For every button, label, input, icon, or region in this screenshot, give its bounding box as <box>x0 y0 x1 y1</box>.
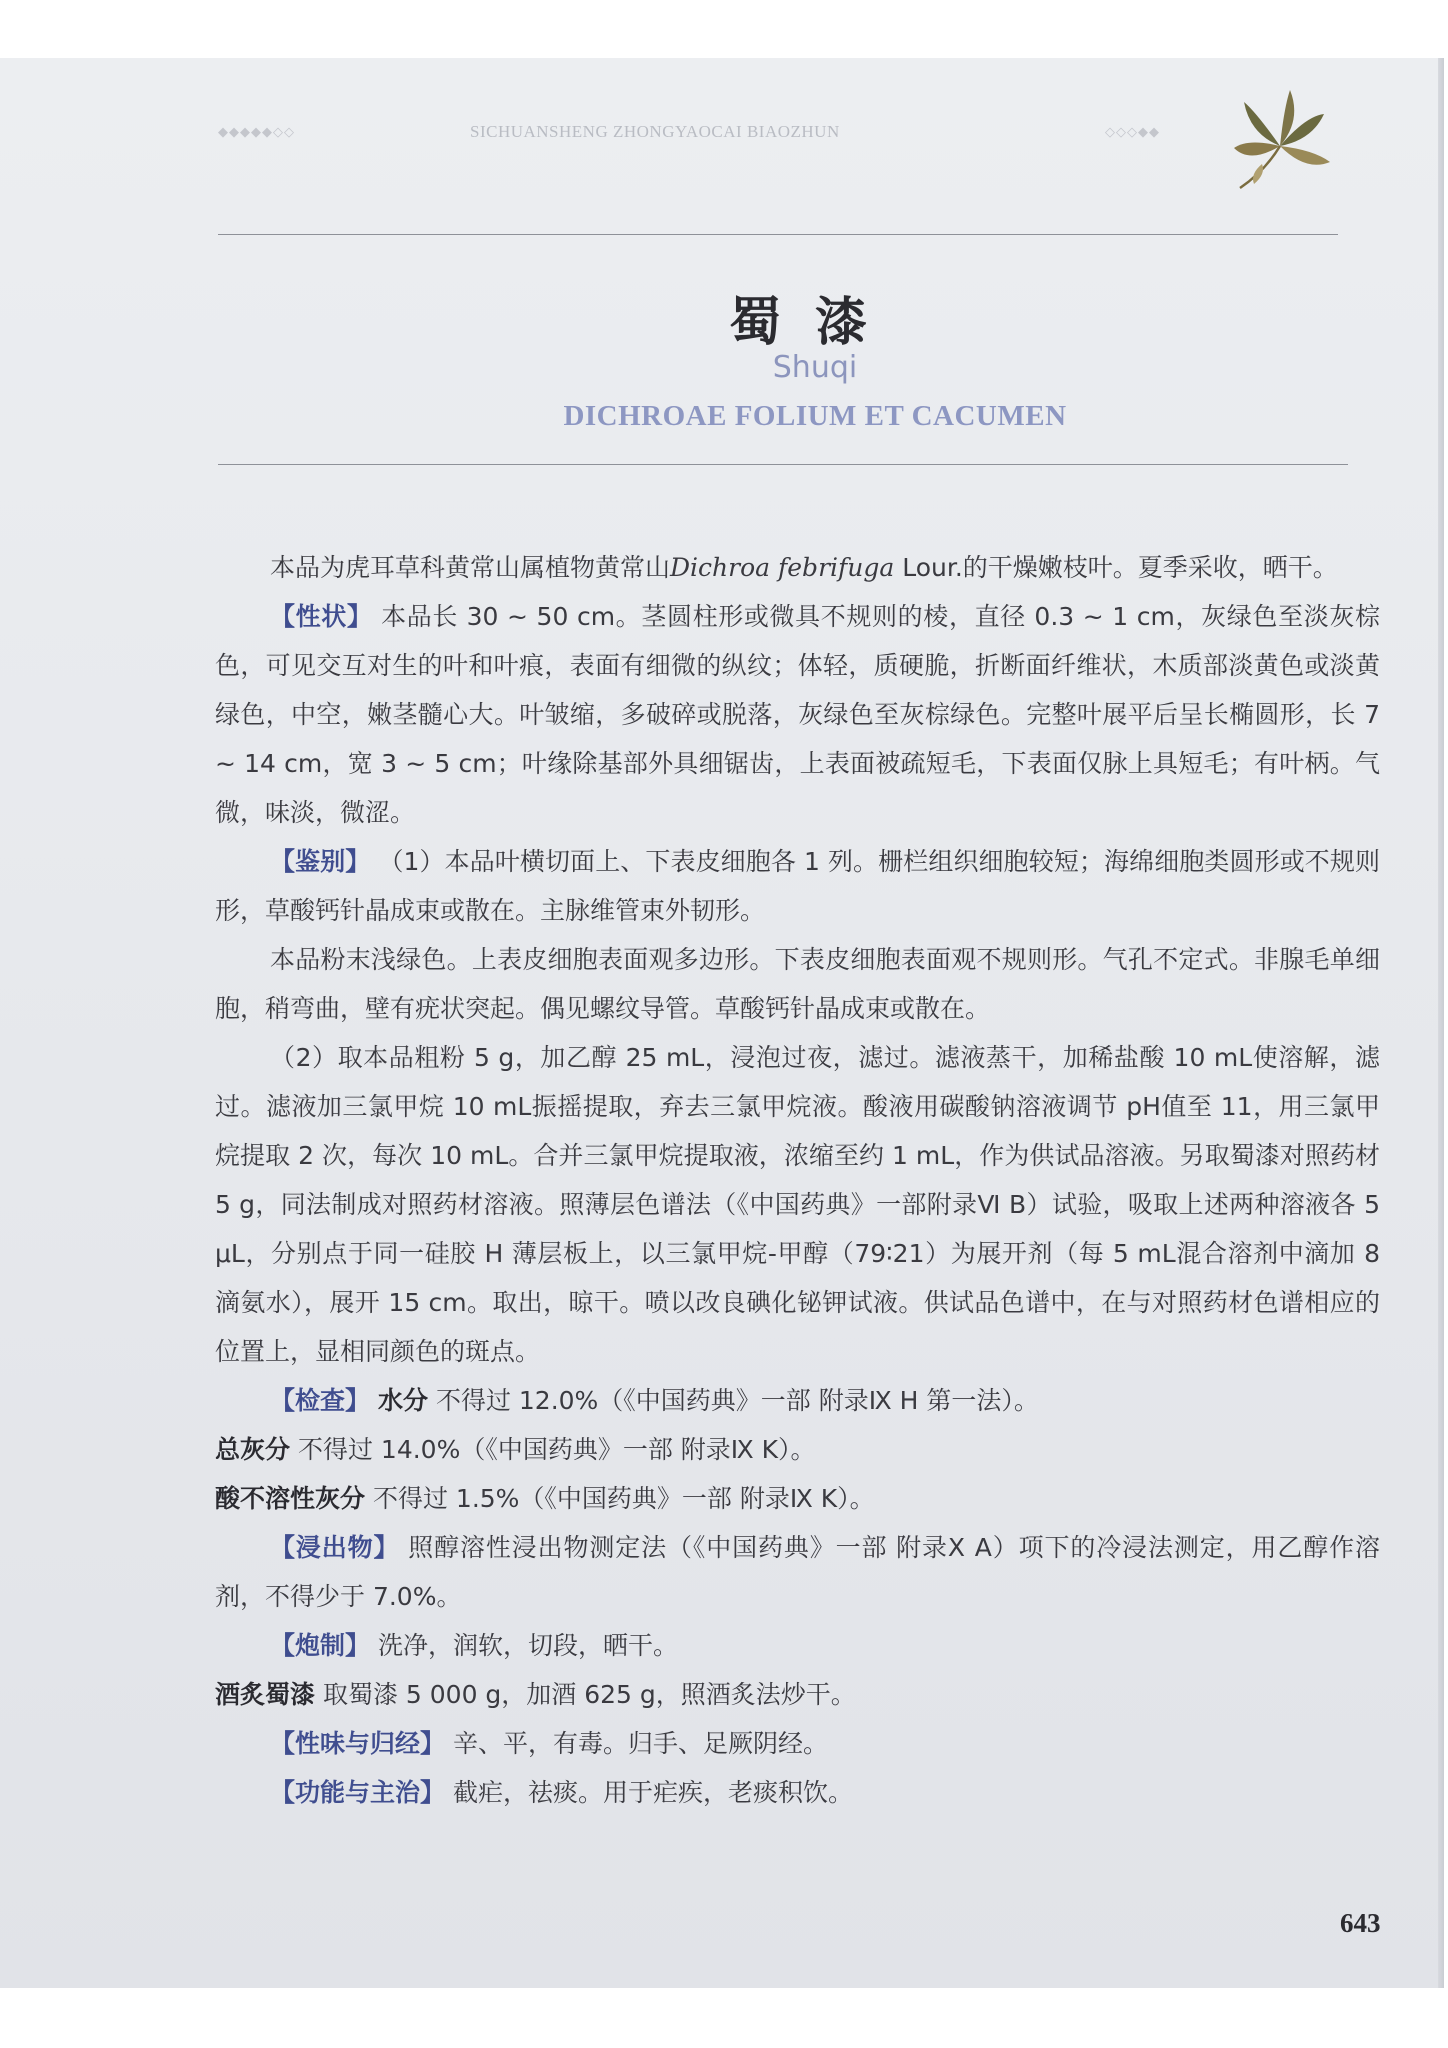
check-item-name: 总灰分 <box>215 1435 291 1464</box>
leaf-left <box>1234 142 1280 155</box>
species-name: Dichroa febrifuga <box>670 553 895 582</box>
jianbie-powder-paragraph: 本品粉末浅绿色。上表皮细胞表面观多边形。下表皮细胞表面观不规则形。气孔不定式。非腺毛单细胞，稍弯曲，壁有疣状突起。偶见螺纹导管。草酸钙针晶成束或散在。 <box>215 945 1380 1023</box>
section-jinchuwu: 【浸出物】 照醇溶性浸出物测定法（《中国药典》一部 附录Ⅹ A）项下的冷浸法测定，用乙醇作溶剂，不得少于 7.0%。 <box>215 1533 1380 1611</box>
running-head-ornament-left: ◆◆◆◆◆◇◇ <box>218 124 295 139</box>
check-total-ash: 总灰分 不得过 14.0%（《中国药典》一部 附录Ⅸ K）。 <box>215 1435 816 1464</box>
intro-paragraph: 本品为虎耳草科黄常山属植物黄常山Dichroa febrifuga Lour.的干燥嫩枝叶。夏季采收，晒干。 <box>270 553 1338 582</box>
leaf-small <box>1253 164 1263 184</box>
section-label: 【炮制】 <box>270 1631 371 1660</box>
processed-product-name: 酒炙蜀漆 <box>215 1680 316 1709</box>
section-label: 【功能与主治】 <box>270 1778 446 1807</box>
section-label: 【检查】 <box>270 1386 371 1415</box>
running-head-ornament-right: ◇◇◇◆◆ <box>1105 124 1160 139</box>
leaf-up-left <box>1244 102 1280 146</box>
section-paozhi: 【炮制】 洗净，润软，切段，晒干。 <box>270 1631 678 1660</box>
leaf-right <box>1280 146 1330 165</box>
section-jianbie: 【鉴别】 （1）本品叶横切面上、下表皮细胞各 1 列。栅栏组织细胞较短；海绵细胞类圆形或不规则形，草酸钙针晶成束或散在。主脉维管束外韧形。 <box>215 847 1380 925</box>
section-xingzhuang: 【性状】 本品长 30 ~ 50 cm。茎圆柱形或微具不规则的棱，直径 0.3 ~ 1 cm，灰绿色至淡灰棕色，可见交互对生的叶和叶痕，表面有细微的纵纹；体轻，质硬脆，折断面纤维状，木质部淡黄色或淡黄绿色，中空，嫩茎髓心大。叶皱缩，多破碎或脱落，灰绿色至灰棕绿色。完整叶展平后呈长椭圆形，长 7 ~ 14 cm，宽 3 ~ 5 cm；叶缘除基部外具细锯齿，上表面被疏短毛，下表面仅脉上具短毛；有叶柄。气微，味淡，微涩。 <box>215 602 1380 827</box>
section-gongneng: 【功能与主治】 截疟，祛痰。用于疟疾，老痰积饮。 <box>270 1778 853 1807</box>
section-jiancha: 【检查】 水分 不得过 12.0%（《中国药典》一部 附录Ⅸ H 第一法）。 <box>270 1386 1039 1415</box>
jianbie-tlc-paragraph: （2）取本品粗粉 5 g，加乙醇 25 mL，浸泡过夜，滤过。滤液蒸干，加稀盐酸 10 mL使溶解，滤过。滤液加三氯甲烷 10 mL振摇提取，弃去三氯甲烷液。酸液用碳酸钠溶液调节 pH值至 11，用三氯甲烷提取 2 次，每次 10 mL。合并三氯甲烷提取液，浓缩至约 1 mL，作为供试品溶液。另取蜀漆对照药材 5 g，同法制成对照药材溶液。照薄层色谱法（《中国药典》一部附录Ⅵ B）试验，吸取上述两种溶液各 5 μL，分别点于同一硅胶 H 薄层板上，以三氯甲烷-甲醇（79∶21）为展开剂（每 5 mL混合溶剂中滴加 8 滴氨水），展开 15 cm。取出，晾干。喷以改良碘化铋钾试液。供试品色谱中，在与对照药材色谱相应的位置上，显相同颜色的斑点。 <box>215 1043 1380 1366</box>
monograph-title-pinyin: Shuqi <box>772 350 858 385</box>
section-label: 【浸出物】 <box>270 1533 400 1562</box>
book-page <box>0 58 1444 1988</box>
title-rule-bottom <box>218 464 1348 465</box>
check-item-name: 酸不溶性灰分 <box>215 1484 366 1513</box>
leaf-sprig-icon <box>1210 76 1335 196</box>
title-rule-top <box>218 234 1338 235</box>
section-label: 【鉴别】 <box>270 847 371 876</box>
running-head: SICHUANSHENG ZHONGYAOCAI BIAOZHUN <box>470 122 840 141</box>
check-item-name: 水分 <box>377 1386 428 1415</box>
section-label: 【性状】 <box>270 602 373 631</box>
monograph-body <box>215 543 1380 1817</box>
section-xingwei: 【性味与归经】 辛、平，有毒。归手、足厥阴经。 <box>270 1729 828 1758</box>
paozhi-wine-processing: 酒炙蜀漆 取蜀漆 5 000 g，加酒 625 g，照酒炙法炒干。 <box>215 1680 856 1709</box>
page-number: 643 <box>1340 1908 1381 1938</box>
check-acid-insoluble-ash: 酸不溶性灰分 不得过 1.5%（《中国药典》一部 附录Ⅸ K）。 <box>215 1484 875 1513</box>
monograph-title-latin: DICHROAE FOLIUM ET CACUMEN <box>563 400 1067 432</box>
monograph-title-chinese: 蜀漆 <box>728 293 901 353</box>
section-label: 【性味与归经】 <box>270 1729 446 1758</box>
